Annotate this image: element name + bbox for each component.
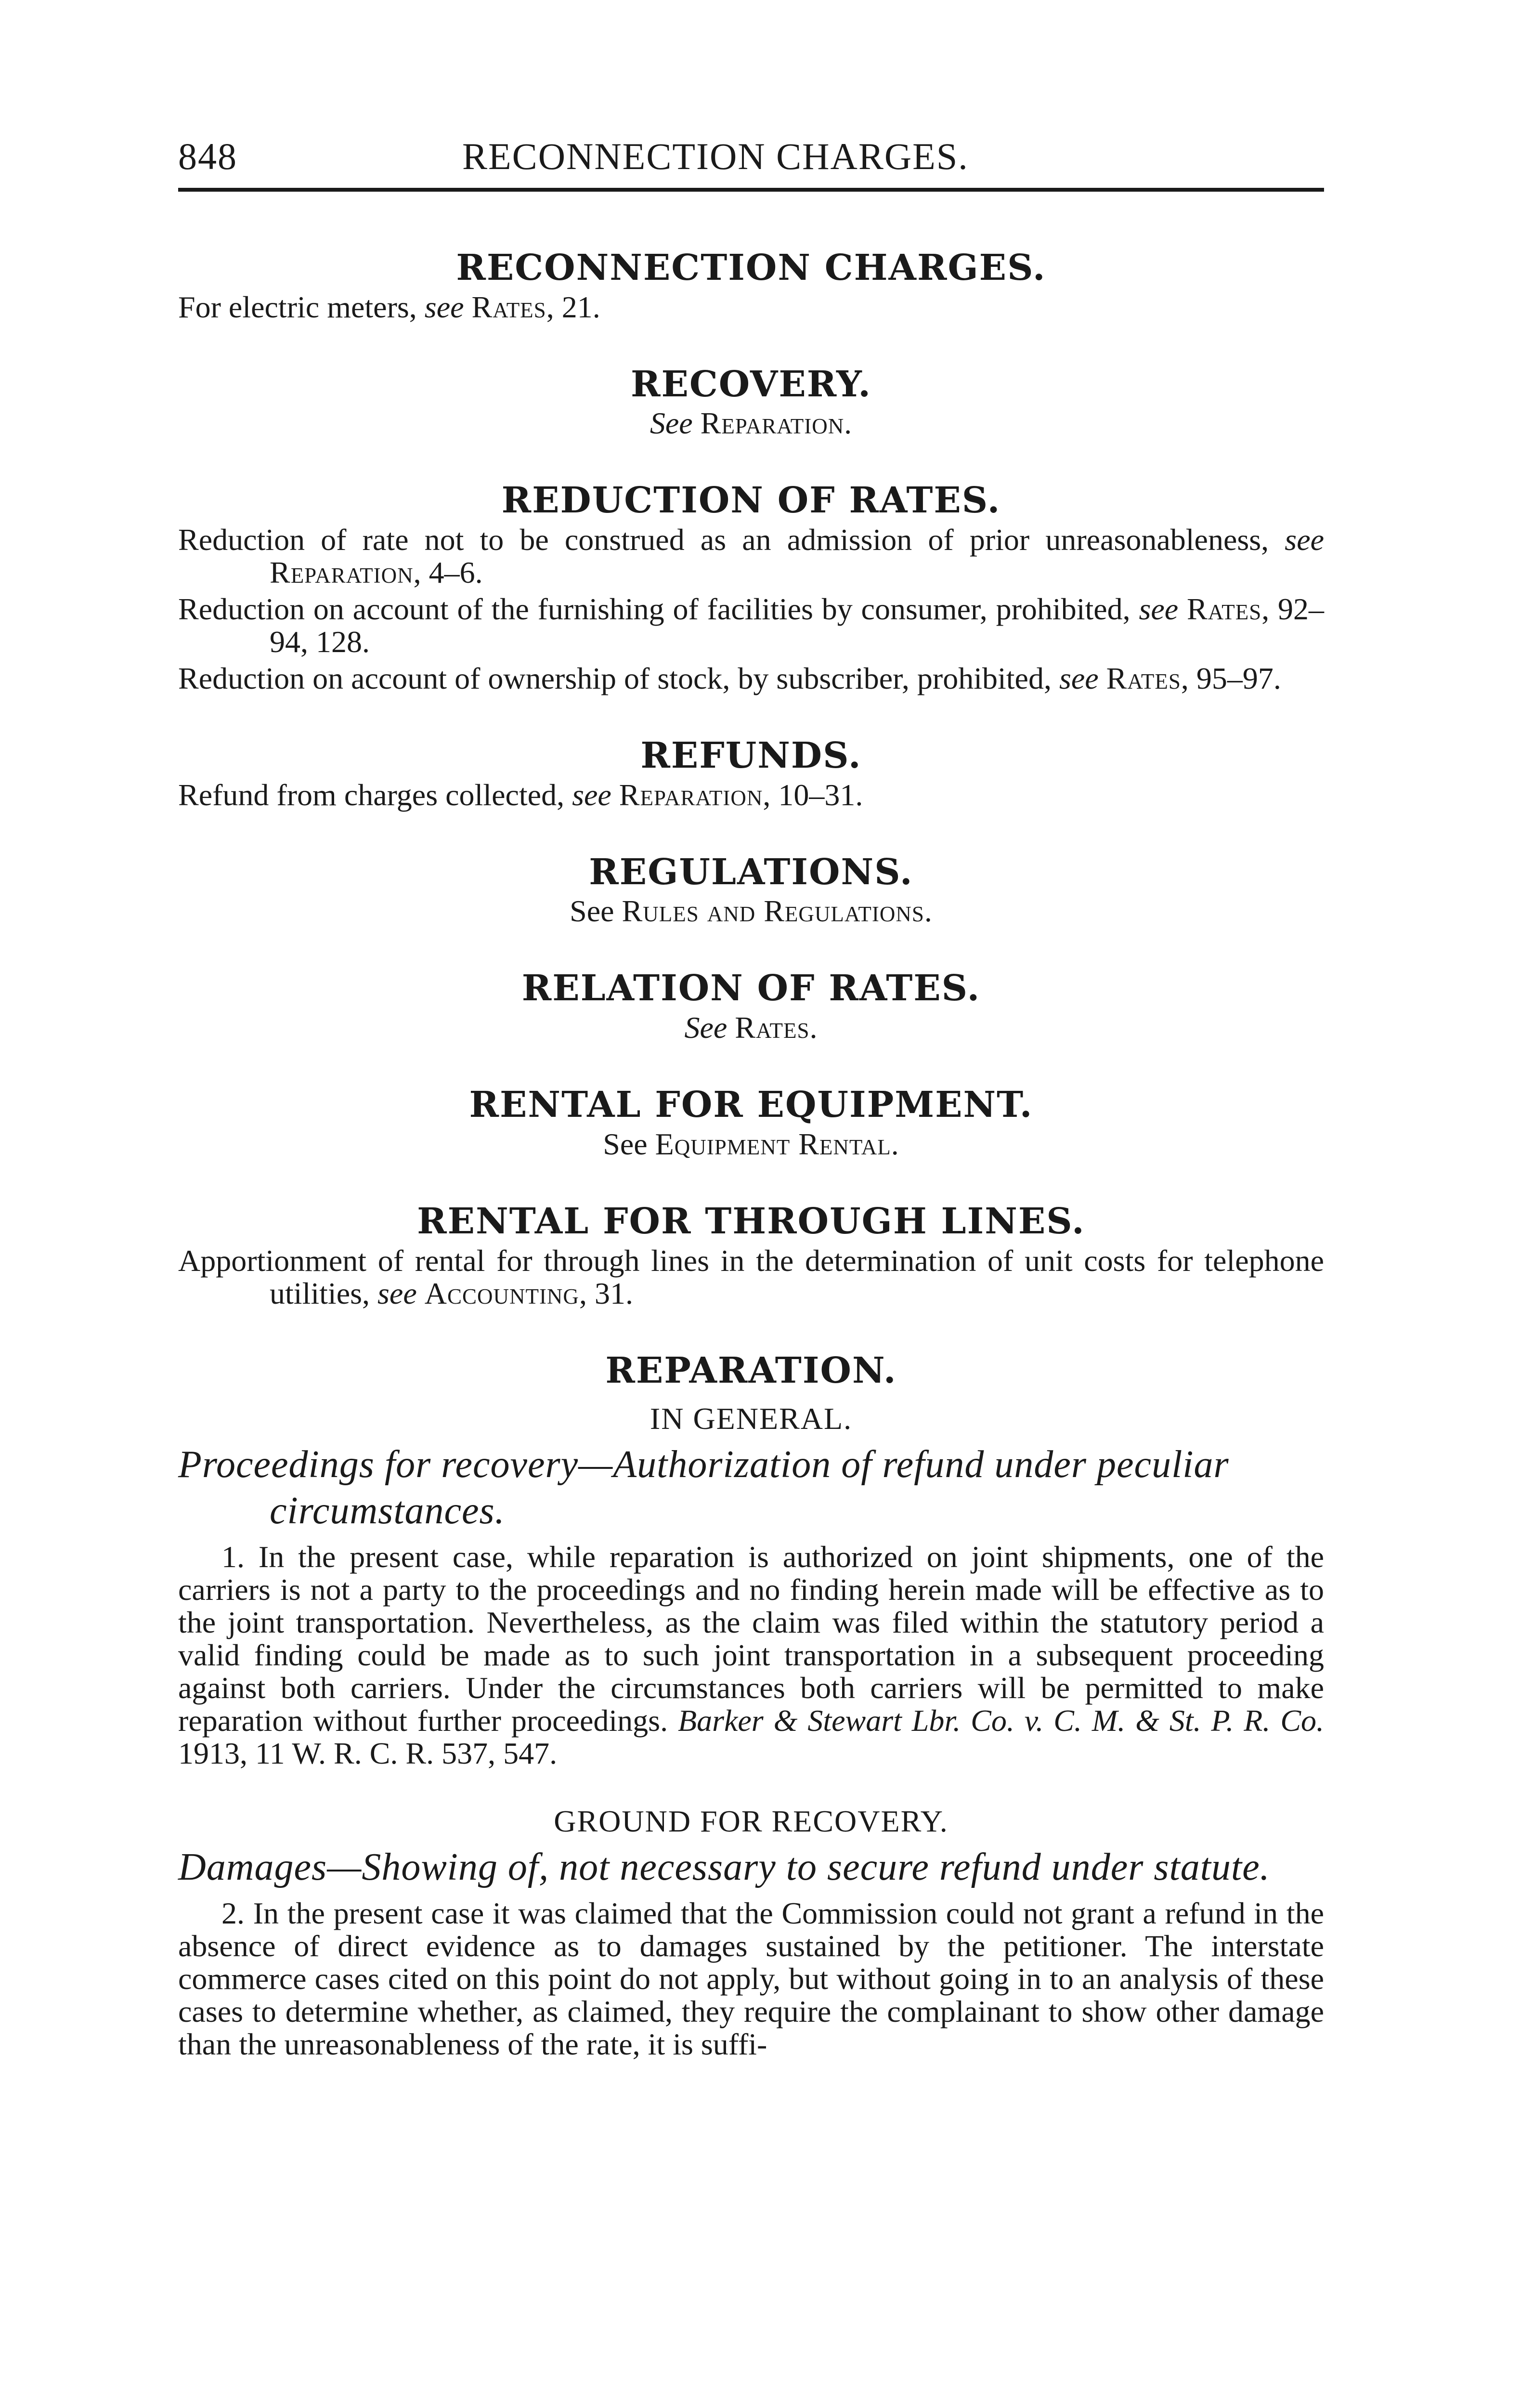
section-heading: RENTAL FOR EQUIPMENT. — [469, 1084, 1033, 1126]
see-word: See — [684, 1010, 728, 1045]
section-relation-of-rates — [178, 970, 1324, 1044]
section-heading: REFUNDS. — [640, 735, 862, 777]
cross-reference: Rates — [1187, 592, 1262, 627]
section-rental-for-through-lines — [178, 1200, 1324, 1310]
see-reference — [178, 1011, 1324, 1044]
see-word: see — [1059, 661, 1099, 696]
see-word: see — [424, 289, 464, 324]
entry-tail: , 10–31. — [763, 777, 863, 812]
see-word: see — [1285, 523, 1324, 557]
cross-reference: Reparation. — [700, 406, 853, 441]
section-recovery — [178, 363, 1324, 441]
entry-text: Apportionment of rental for through lines in the determination of unit costs for telephone utilities, — [178, 1243, 1324, 1310]
cross-reference: Equipment Rental. — [655, 1126, 899, 1161]
section-heading: REGULATIONS. — [589, 851, 913, 893]
paragraph-heading: Proceedings for recovery—Authorization of refund under peculiar circumstances. — [178, 1443, 1229, 1532]
see-word: See — [603, 1126, 648, 1161]
paragraph-2: 2. In the present case it was claimed that the Commission could not grant a refund in the absence of direct evidence as to damages sustained by the petitioner. The interstate commerce cases cited on this point do not apply, but without going in to an analysis of these cases to determine whether, as claimed, they require the complainant to show other damage than the unreasonableness of the rate, it is suffi- — [178, 1896, 1324, 2062]
page — [178, 135, 1324, 2061]
section-regulations — [178, 851, 1324, 929]
see-word: see — [377, 1276, 417, 1310]
entry-tail: , 92–94, 128. — [270, 592, 1325, 659]
section-reparation — [178, 1349, 1324, 2062]
paragraph-1 — [178, 1541, 1324, 1770]
subheading-in-general: IN GENERAL. — [650, 1401, 853, 1436]
see-reference — [178, 1128, 1324, 1161]
entry-tail: , 95–97. — [1181, 661, 1281, 696]
section-heading: RENTAL FOR THROUGH LINES. — [417, 1200, 1085, 1242]
cross-reference: Reparation — [619, 777, 763, 812]
citation-tail: 1913, 11 W. R. C. R. 537, 547. — [178, 1736, 558, 1771]
index-entry — [178, 523, 1324, 589]
section-heading: REDUCTION OF RATES. — [501, 480, 1001, 522]
header-rule — [178, 188, 1324, 192]
see-reference — [178, 895, 1324, 928]
paragraph-text: 1. In the present case, while reparation is authorized on joint shipments, one of the carriers is not a party to the proceedings and no finding herein made will be effective as to the joint transportation. Nevertheless, as the claim was filed within the statutory period a valid finding could be made as to such joint transportation in a subsequent proceeding against both carriers. Under the circumstances both carriers will be permitted to make reparation without further proceedings. — [178, 1540, 1324, 1738]
running-head-title: RECONNECTION CHARGES. — [462, 135, 969, 177]
section-reduction-of-rates — [178, 482, 1324, 695]
paragraph-heading: Damages—Showing of, not necessary to secure refund under statute. — [178, 1846, 1270, 1889]
see-word: See — [570, 894, 614, 929]
entry-text: Refund from charges collected, — [178, 777, 572, 812]
entry-text: Reduction on account of ownership of stock, by subscriber, prohibited, — [178, 661, 1059, 696]
section-heading: RELATION OF RATES. — [521, 968, 981, 1009]
index-entry — [178, 662, 1324, 695]
running-head — [178, 135, 1324, 188]
cross-reference: Rates — [471, 289, 546, 324]
cross-reference: Accounting — [424, 1276, 579, 1310]
entry-text: For electric meters, — [178, 289, 425, 324]
entry-text: Reduction of rate not to be construed as an admission of prior unreasonableness, — [178, 523, 1285, 557]
entry-tail: , 4–6. — [413, 555, 483, 590]
section-reconnection-charges — [178, 249, 1324, 324]
section-heading: RECONNECTION CHARGES. — [456, 247, 1046, 288]
index-entry — [178, 593, 1324, 658]
cross-reference: Rates — [1106, 661, 1181, 696]
see-word: see — [1139, 592, 1179, 627]
cross-reference: Reparation — [270, 555, 414, 590]
cross-reference: Rates. — [735, 1010, 818, 1045]
section-heading: REPARATION. — [605, 1349, 897, 1391]
index-entry — [178, 779, 1324, 811]
index-entry — [178, 1244, 1324, 1310]
index-entry — [178, 291, 1324, 324]
entry-tail: , 21. — [546, 289, 600, 324]
section-rental-for-equipment — [178, 1086, 1324, 1161]
section-heading: RECOVERY. — [630, 363, 872, 405]
entry-text: Reduction on account of the furnishing of facilities by consumer, prohibited, — [178, 592, 1139, 627]
case-citation: Barker & Stewart Lbr. Co. v. C. M. & St. P. R. Co. — [677, 1703, 1324, 1738]
see-reference — [178, 407, 1324, 440]
entry-tail: , 31. — [579, 1276, 633, 1310]
see-word: See — [650, 406, 693, 441]
section-refunds — [178, 737, 1324, 811]
see-word: see — [572, 777, 611, 812]
cross-reference: Rules and Regulations. — [622, 894, 933, 929]
page-number: 848 — [178, 135, 237, 177]
subheading-ground-for-recovery: GROUND FOR RECOVERY. — [554, 1804, 948, 1839]
